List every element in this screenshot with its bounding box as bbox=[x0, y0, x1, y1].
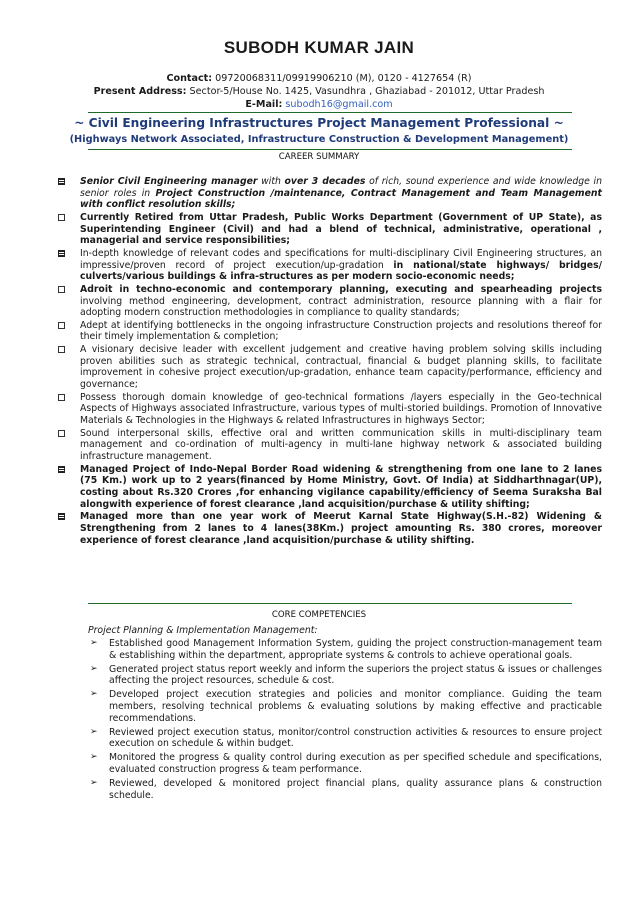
arrow-bullet-icon: ➢ bbox=[90, 638, 98, 648]
competency-text: Reviewed, developed & monitored project financial plans, quality assurance plans & construction schedule. bbox=[109, 777, 602, 801]
summary-text: Senior Civil Engineering manager bbox=[80, 176, 258, 187]
square-bullet-icon bbox=[58, 513, 65, 520]
summary-list-item bbox=[58, 212, 602, 247]
core-competencies-subtitle: Project Planning & Implementation Management: bbox=[88, 625, 318, 636]
arrow-bullet-icon: ➢ bbox=[90, 663, 98, 674]
summary-text: with bbox=[257, 176, 285, 187]
square-bullet-icon bbox=[58, 466, 65, 473]
headline-subtitle: (Highways Network Associated, Infrastructure Construction & Development Management) bbox=[69, 134, 569, 145]
headline-divider bbox=[88, 149, 572, 150]
summary-list-item bbox=[58, 511, 602, 546]
summary-text: over 3 decades bbox=[284, 176, 366, 187]
core-divider bbox=[88, 603, 572, 604]
competency-text: Developed project execution strategies and policies and monitor compliance. Guiding the team members, resolving technical problems & evaluating solutions by making effective and practicable recommendations. bbox=[109, 689, 602, 724]
competency-list-item bbox=[90, 752, 602, 776]
summary-list-item bbox=[58, 344, 602, 390]
summary-text: Possess thorough domain knowledge of geo-technical formations /layers especially in the Geo-technical Aspects of Highways associated Infrastructure, various types of multi-storied buildings. Promotion of Innovative Materials & Technologies in the Highways & related Infrastructures in highways Sector; bbox=[80, 391, 602, 426]
summary-text: Adept at identifying bottlenecks in the ongoing infrastructure Construction projects and resolutions thereof for their timely implementation & completion; bbox=[80, 319, 602, 343]
summary-text: Currently Retired from Uttar Pradesh, Public Works Department (Government of UP State), as Superintending Engineer (Civil) and had a blend of technical, administrative, operational , managerial and service responsibilities; bbox=[80, 211, 602, 247]
address-label: Present Address: bbox=[93, 86, 187, 97]
address-line bbox=[0, 85, 638, 98]
square-bullet-icon bbox=[58, 430, 65, 437]
square-bullet-icon bbox=[58, 346, 65, 353]
competency-list-item bbox=[90, 727, 602, 751]
arrow-bullet-icon: ➢ bbox=[90, 689, 98, 700]
summary-list-item bbox=[58, 428, 602, 463]
header-divider bbox=[88, 112, 572, 113]
square-bullet-icon bbox=[58, 394, 65, 401]
square-bullet-icon bbox=[58, 322, 65, 329]
core-competencies-title: CORE COMPETENCIES bbox=[271, 610, 367, 620]
competency-text: Reviewed project execution status, monitor/control construction activities & resources to ensure project execution on schedule & within budget. bbox=[109, 726, 602, 750]
square-bullet-icon bbox=[58, 178, 65, 185]
career-summary-title: CAREER SUMMARY bbox=[278, 152, 360, 162]
email-label: E-Mail: bbox=[245, 99, 283, 110]
summary-list-item bbox=[58, 176, 602, 211]
contact-line bbox=[0, 72, 638, 85]
competency-list-item bbox=[90, 638, 602, 662]
arrow-bullet-icon: ➢ bbox=[90, 726, 98, 737]
summary-list-item bbox=[58, 320, 602, 343]
summary-list-item bbox=[58, 284, 602, 319]
summary-list-item bbox=[58, 392, 602, 427]
square-bullet-icon bbox=[58, 250, 65, 257]
address-value: Sector-5/House No. 1425, Vasundhra , Ghaziabad - 201012, Uttar Pradesh bbox=[189, 86, 545, 97]
summary-text: of rich, sound experience and wide knowledge in senior roles in bbox=[80, 176, 603, 199]
summary-text: Project Construction /maintenance, Contract Management and Team Management with conflict resolution skills; bbox=[80, 187, 602, 211]
arrow-bullet-icon: ➢ bbox=[90, 752, 98, 763]
email-link[interactable]: subodh16@gmail.com bbox=[285, 99, 393, 110]
summary-list-item bbox=[58, 464, 602, 510]
summary-text: In-depth knowledge of relevant codes and specifications for multi-disciplinary Civil Engineering structures, an impressive/proven record of project execution/up-gradation bbox=[80, 247, 602, 271]
summary-list-item bbox=[58, 248, 602, 283]
summary-text: Sound interpersonal skills, effective oral and written communication skills in multi-disciplinary team management and co-ordination of multi-agency in multi-lane highway network & associated building infrastructure management. bbox=[80, 427, 602, 462]
summary-text: A visionary decisive leader with excellent judgement and creative having problem solving skills including proven abilities such as strategic technical, contractual, financial & budget planning skills, to facilitate improvement in cohesive project execution/up-gradation, enhance team capacity/performance, efficiency and governance; bbox=[80, 344, 602, 391]
contact-value: 09720068311/09919906210 (M), 0120 - 4127654 (R) bbox=[215, 73, 472, 84]
competency-text: Generated project status report weekly and inform the superiors the project status & issues or challenges affecting the project resources, schedule & cost. bbox=[109, 663, 602, 687]
contact-label: Contact: bbox=[166, 73, 213, 84]
candidate-name: SUBODH KUMAR JAIN bbox=[223, 38, 415, 57]
headline-title: ~ Civil Engineering Infrastructures Project Management Professional ~ bbox=[74, 116, 564, 130]
summary-text: Adroit in techno-economic and contemporary planning, executing and spearheading projects bbox=[80, 283, 602, 295]
competency-text: Monitored the progress & quality control during execution as per specified schedule and specifications, evaluated construction progress & team performance. bbox=[109, 752, 602, 775]
core-competencies-list bbox=[90, 638, 602, 803]
square-bullet-icon bbox=[58, 214, 65, 221]
arrow-bullet-icon: ➢ bbox=[90, 777, 98, 788]
competency-list-item bbox=[90, 664, 602, 688]
email-line bbox=[0, 98, 638, 111]
competency-list-item bbox=[90, 778, 602, 802]
summary-text: involving method engineering, development, contract administration, resource planning with a flair for adopting modern construction methodologies in compliance to quality standards; bbox=[80, 295, 602, 319]
summary-text: Managed more than one year work of Meerut Karnal State Highway(S.H.-82) Widening & Strengthening from 2 lanes to 4 lanes(38Km.) project amounting Rs. 380 crores, moreover experience of forest clearance ,land acquisition/purchase & utility shifting. bbox=[80, 511, 602, 546]
competency-list-item bbox=[90, 689, 602, 724]
summary-text: in national/state highways/ bridges/ culverts/various buildings & infra-structures as per modern socio-economic needs; bbox=[80, 259, 602, 283]
summary-text: Managed Project of Indo-Nepal Border Road widening & strengthening from one lane to 2 lanes (75 Km.) work up to 2 years(financed by Home Ministry, Govt. Of India) at Siddharthnagar(UP), costing about Rs.320 Crores ,for enhancing vigilance capability/efficiency of Seema Suraksha Bal alongwith experience of forest clearance ,land acquisition/purchase & utility shifting; bbox=[80, 463, 602, 510]
career-summary-list bbox=[58, 176, 602, 547]
square-bullet-icon bbox=[58, 286, 65, 293]
competency-text: Established good Management Information System, guiding the project construction-management team & establishing within the department, appropriate systems & controls to achieve operational goals. bbox=[109, 638, 602, 661]
